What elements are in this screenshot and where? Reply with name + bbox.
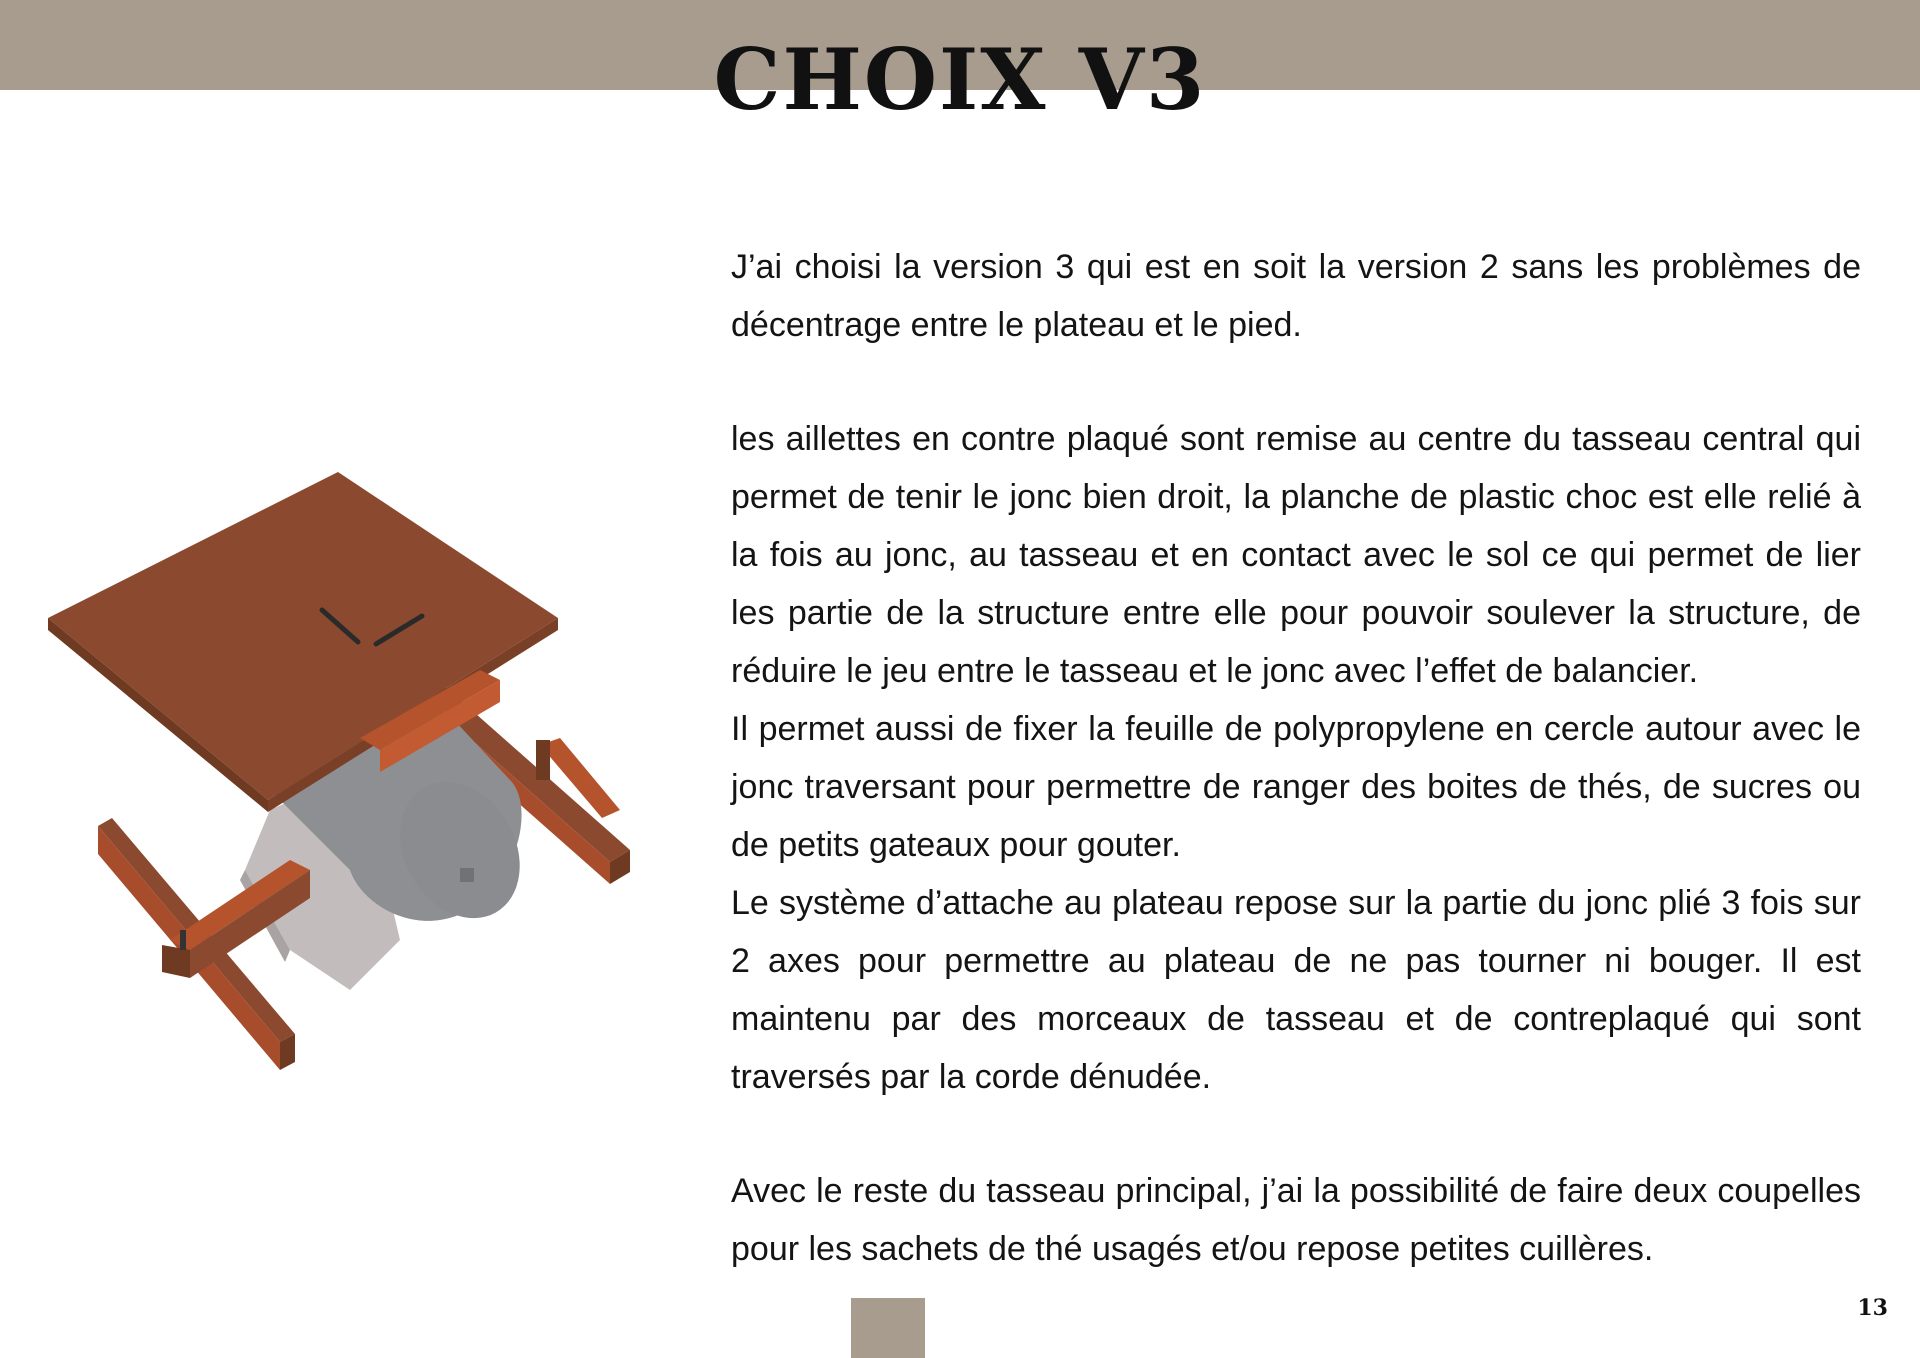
paragraph-ailettes: les aillettes en contre plaqué sont remise au centre du tasseau central qui permet de tenir le jonc bien droit, la planche de plastic choc est elle relié à la fois au jonc, au tasseau et en contact avec le sol ce qui permet de lier les partie de la structure entre elle pour pouvoir soulever la structure, de réduire le jeu entre le tasseau et le jonc avec l’effet de balancier. [731, 420, 1861, 690]
page-title: CHOIX V3 [713, 30, 1207, 129]
table-3d-illustration [40, 250, 700, 1110]
paragraph-polypropylene: Il permet aussi de fixer la feuille de polypropylene en cercle autour avec le jonc traversant pour permettre de ranger des boites de thés, de sucres ou de petits gateaux pour gouter. [731, 710, 1861, 864]
paragraph-attache: Le système d’attache au plateau repose sur la partie du jonc plié 3 fois sur 2 axes pour permettre au plateau de ne pas tourner ni bouger. Il est maintenu par des morceaux de tasseau et de contreplaqué qui sont traversés par la corde dénudée. [731, 884, 1861, 1096]
page-number: 13 [1857, 1295, 1888, 1321]
footer-square [851, 1298, 925, 1358]
paragraph-intro: J’ai choisi la version 3 qui est en soit la version 2 sans les problèmes de décentrage entre le plateau et le pied. [731, 248, 1861, 344]
paragraph-coupelles: Avec le reste du tasseau principal, j’ai la possibilité de faire deux coupelles pour les sachets de thé usagés et/ou repose petites cuillères. [731, 1172, 1861, 1268]
body-text [731, 238, 1861, 1278]
